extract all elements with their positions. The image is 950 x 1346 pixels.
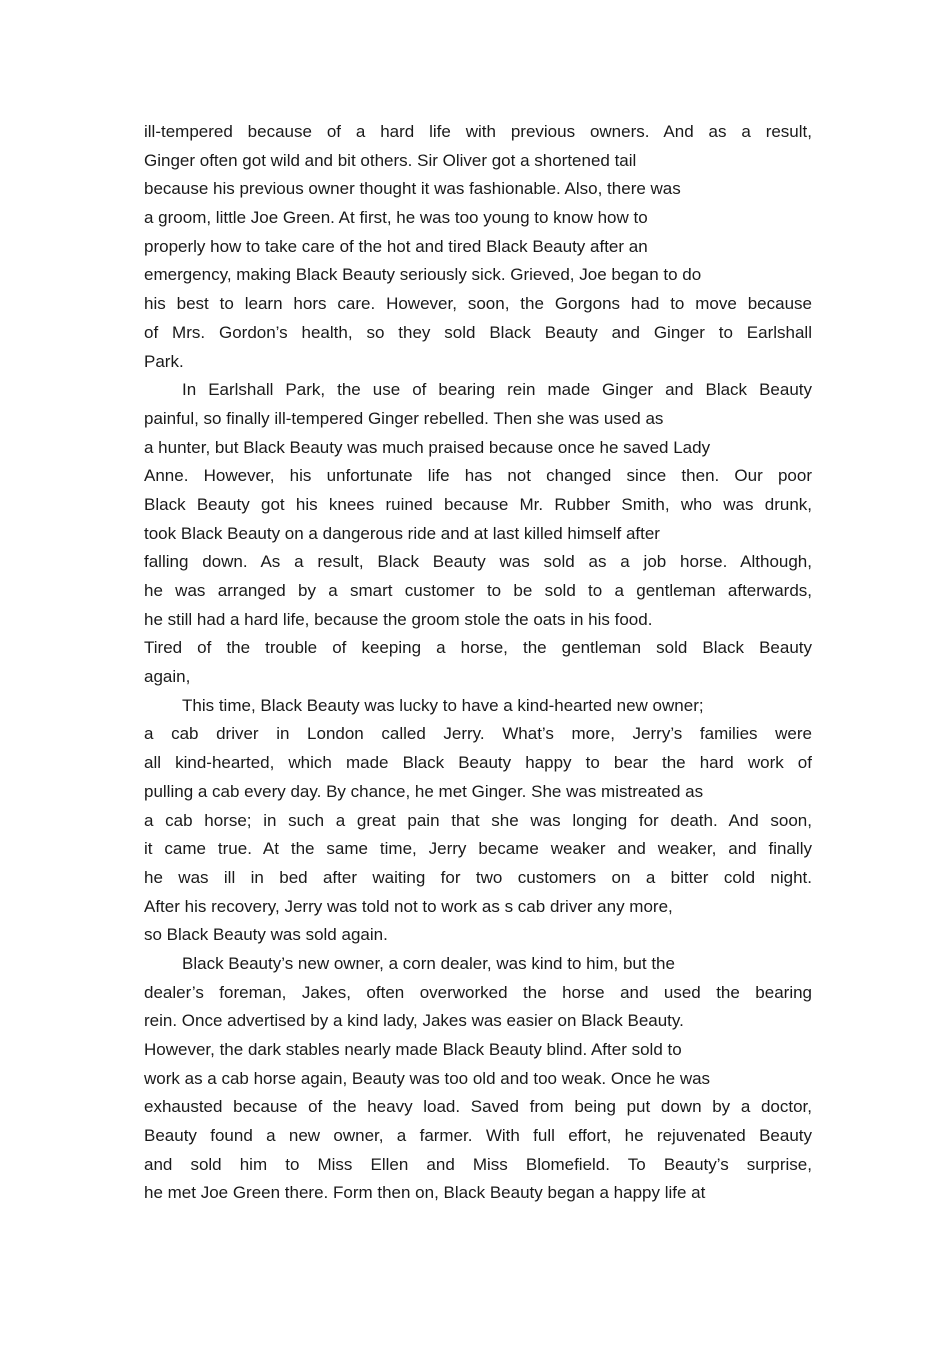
text-line: he met Joe Green there. Form then on, Black Beauty began a happy life at (144, 1183, 706, 1203)
text-line: a cab driver in London called Jerry. What’s more, Jerry’s families were (144, 724, 812, 744)
text-line: After his recovery, Jerry was told not to work as s cab driver any more, (144, 896, 673, 916)
text-line: it came true. At the same time, Jerry became weaker and weaker, and finally (144, 839, 812, 859)
text-line: emergency, making Black Beauty seriously sick. Grieved, Joe began to do (144, 265, 702, 285)
text-line: Black Beauty got his knees ruined because Mr. Rubber Smith, who was drunk, (144, 494, 812, 514)
text-line: and sold him to Miss Ellen and Miss Blomefield. To Beauty’s surprise, (144, 1154, 812, 1174)
text-line: he was arranged by a smart customer to be sold to a gentleman afterwards, (144, 581, 812, 600)
text-line: Anne. However, his unfortunate life has not changed since then. Our poor (144, 466, 812, 486)
text-line: work as a cab horse again, Beauty was too old and too weak. Once he was (144, 1068, 711, 1088)
body-text (144, 118, 812, 1208)
text-line: In Earlshall Park, the use of bearing rein made Ginger and Black Beauty (182, 380, 812, 400)
text-line: falling down. As a result, Black Beauty was sold as a job horse. Although, (144, 552, 812, 572)
text-line: painful, so finally ill-tempered Ginger rebelled. Then she was used as (144, 408, 664, 428)
text-line: dealer’s foreman, Jakes, often overworked the horse and used the bearing (144, 982, 812, 1002)
text-line: Beauty found a new owner, a farmer. With full effort, he rejuvenated Beauty (144, 1126, 812, 1146)
text-line: a groom, little Joe Green. At first, he was too young to know how to (144, 208, 648, 228)
text-line: Tired of the trouble of keeping a horse, the gentleman sold Black Beauty (144, 638, 812, 658)
text-line: all kind-hearted, which made Black Beauty happy to bear the hard work of (144, 753, 812, 773)
text-line: he was ill in bed after waiting for two customers on a bitter cold night. (144, 867, 812, 887)
text-line: However, the dark stables nearly made Black Beauty blind. After sold to (144, 1040, 682, 1059)
text-line: because his previous owner thought it was fashionable. Also, there was (144, 179, 681, 199)
text-line: Black Beauty’s new owner, a corn dealer, was kind to him, but the (182, 953, 675, 973)
text-line: rein. Once advertised by a kind lady, Jakes was easier on Black Beauty. (144, 1011, 684, 1031)
text-line: took Black Beauty on a dangerous ride and at last killed himself after (144, 523, 660, 543)
text-line: exhausted because of the heavy load. Saved from being put down by a doctor, (144, 1097, 812, 1117)
text-line: his best to learn hors care. However, soon, the Gorgons had to move because (144, 294, 812, 314)
text-line: a cab horse; in such a great pain that she was longing for death. And soon, (144, 810, 812, 830)
text-line: he still had a hard life, because the groom stole the oats in his food. (144, 609, 653, 629)
text-line: so Black Beauty was sold again. (144, 925, 388, 945)
text-line: of Mrs. Gordon’s health, so they sold Black Beauty and Ginger to Earlshall (144, 322, 812, 342)
text-line: again, (144, 667, 191, 687)
text-line: properly how to take care of the hot and tired Black Beauty after an (144, 236, 648, 256)
text-line: pulling a cab every day. By chance, he met Ginger. She was mistreated as (144, 781, 704, 801)
text-line: This time, Black Beauty was lucky to have a kind-hearted new owner; (182, 695, 704, 715)
text-line: a hunter, but Black Beauty was much praised because once he saved Lady (144, 437, 711, 457)
text-line: Ginger often got wild and bit others. Sir Oliver got a shortened tail (144, 150, 637, 170)
text-line: Park. (144, 351, 184, 371)
text-line: ill-tempered because of a hard life with previous owners. And as a result, (144, 122, 812, 141)
